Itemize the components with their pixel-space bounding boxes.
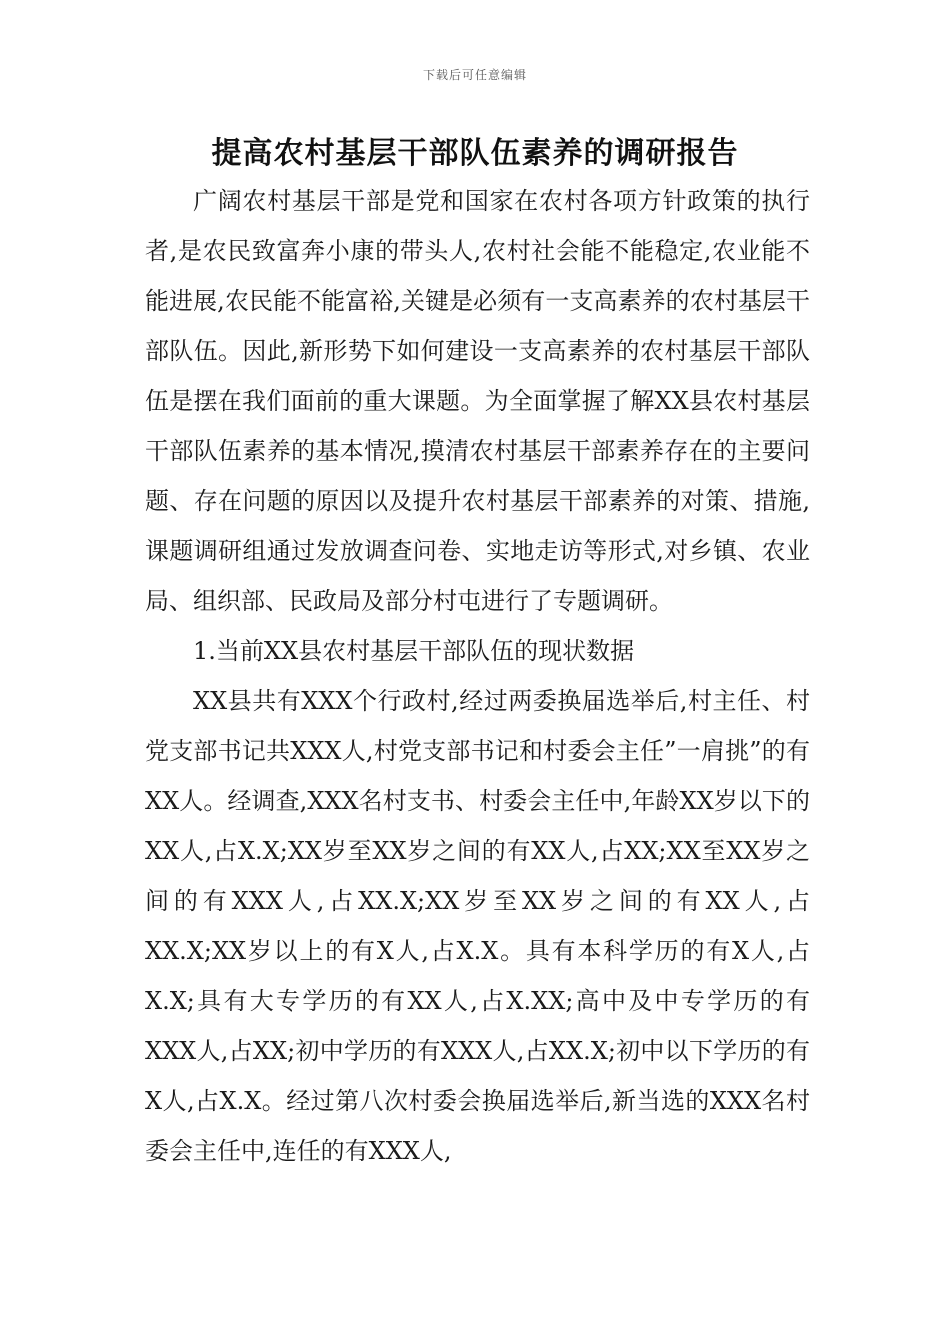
paragraph-section1: XX县共有XXX个行政村,经过两委换届选举后,村主任、村党支部书记共XXX人,村党支部书记和村委会主任”一肩挑”的有XX人。经调查,XXX名村支书、村委会主任中,年龄XX岁以下的XX人,占X.X;XX岁至XX岁之间的有XX人,占XX;XX至XX岁之间的有XXX人,占XX.X;XX岁至XX岁之间的有XX人,占XX.X;XX岁以上的有X人,占X.X。具有本科学历的有X人,占X.X;具有大专学历的有XX人,占X.XX;高中及中专学历的有XXX人,占XX;初中学历的有XXX人,占XX.X;初中以下学历的有X人,占X.X。经过第八次村委会换届选举后,新当选的XXX名村委会主任中,连任的有XXX人, [145, 687, 810, 1165]
document-title: 提高农村基层干部队伍素养的调研报告 [211, 136, 739, 171]
paragraph-intro: 广阔农村基层干部是党和国家在农村各项方针政策的执行者,是农民致富奔小康的带头人,农村社会能不能稳定,农业能不能进展,农民能不能富裕,关键是必须有一支高素养的农村基层干部队伍。因此,新形势下如何建设一支高素养的农村基层干部队伍是摆在我们面前的重大课题。为全面掌握了解XX县农村基层干部队伍素养的基本情况,摸清农村基层干部素养存在的主要问题、存在问题的原因以及提升农村基层干部素养的对策、措施,课题调研组通过发放调查问卷、实地走访等形式,对乡镇、农业局、组织部、民政局及部分村屯进行了专题调研。 [145, 187, 810, 615]
header-note: 下载后可任意编辑 [422, 68, 527, 82]
document-body [145, 176, 810, 1176]
section-heading: 1.当前XX县农村基层干部队伍的现状数据 [193, 637, 635, 665]
